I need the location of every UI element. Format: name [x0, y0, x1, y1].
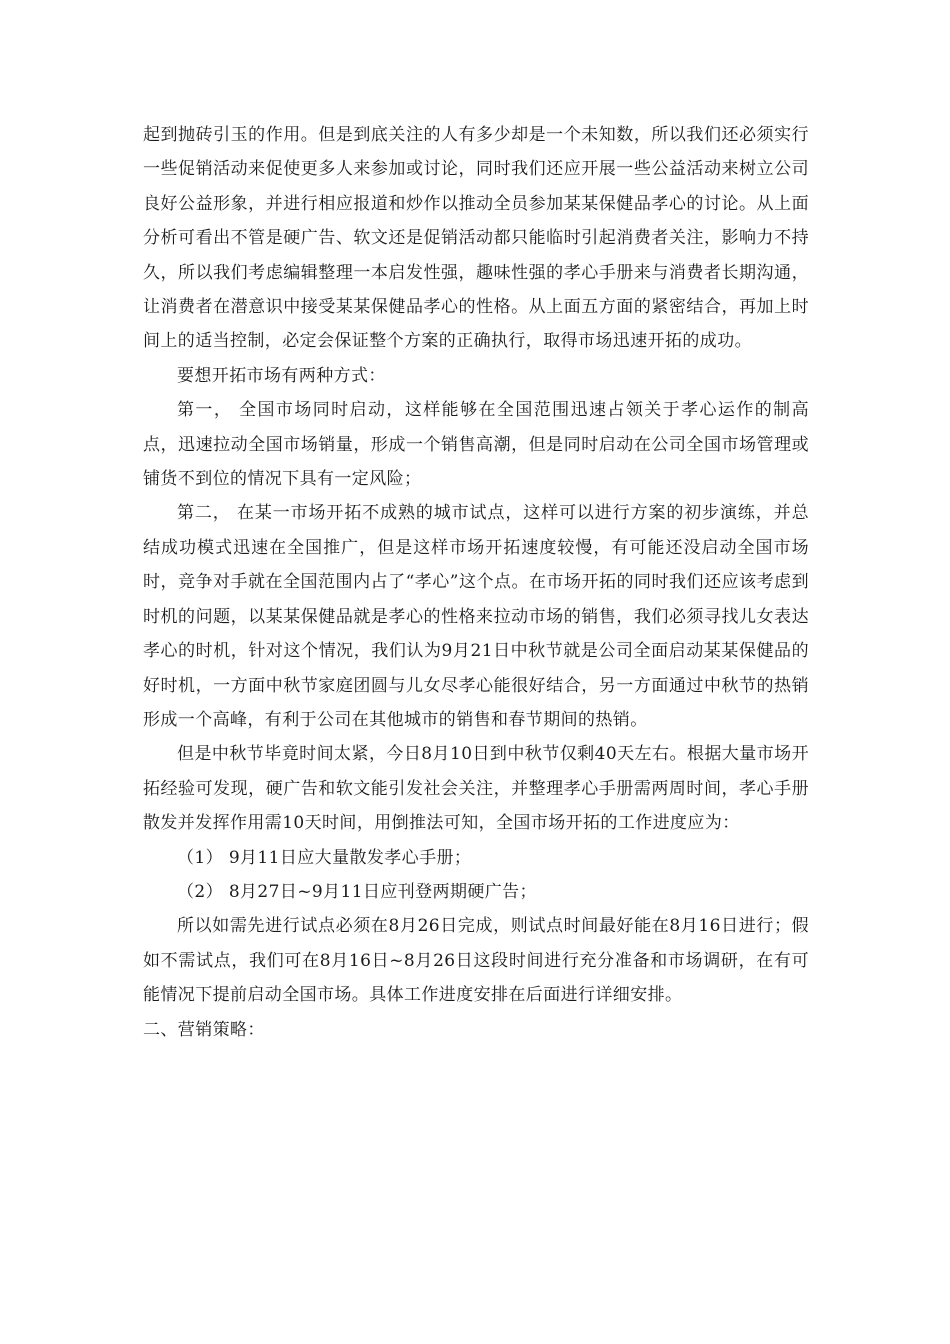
body-paragraph: 要想开拓市场有两种方式： [177, 365, 386, 386]
section-heading: 二、营销策略： [143, 1019, 265, 1040]
document-body [143, 118, 809, 1047]
body-paragraph: 但是中秋节毕竟时间太紧，今日8月10日到中秋节仅剩40天左右。根据大量市场开拓经验可发现，硬广告和软文能引发社会关注，并整理孝心手册需两周时间，孝心手册散发并发挥作用需10天时间，用倒推法可知，全国市场开拓的工作进度应为： [143, 744, 809, 834]
body-paragraph: 第一， 全国市场同时启动，这样能够在全国范围迅速占领关于孝心运作的制高点，迅速拉动全国市场销量，形成一个销售高潮，但是同时启动在公司全国市场管理或铺货不到位的情况下具有一定风险； [143, 400, 809, 490]
list-item: （2） 8月27日~9月11日应刊登两期硬广告； [177, 881, 537, 902]
body-paragraph: 第二， 在某一市场开拓不成熟的城市试点，这样可以进行方案的初步演练，并总结成功模式迅速在全国推广，但是这样市场开拓速度较慢，有可能还没启动全国市场时，竞争对手就在全国范围内占了“孝心”这个点。在市场开拓的同时我们还应该考虑到时机的问题，以某某保健品就是孝心的性格来拉动市场的销售，我们必须寻找儿女表达孝心的时机，针对这个情况，我们认为9月21日中秋节就是公司全面启动某某保健品的好时机，一方面中秋节家庭团圆与儿女尽孝心能很好结合，另一方面通过中秋节的热销形成一个高峰，有利于公司在其他城市的销售和春节期间的热销。 [143, 503, 809, 730]
list-item: （1） 9月11日应大量散发孝心手册； [177, 847, 472, 868]
body-paragraph: 所以如需先进行试点必须在8月26日完成，则试点时间最好能在8月16日进行；假如不需试点，我们可在8月16日~8月26日这段时间进行充分准备和市场调研，在有可能情况下提前启动全国市场。具体工作进度安排在后面进行详细安排。 [143, 916, 809, 1006]
body-paragraph: 起到抛砖引玉的作用。但是到底关注的人有多少却是一个未知数，所以我们还必须实行一些促销活动来促使更多人来参加或讨论，同时我们还应开展一些公益活动来树立公司良好公益形象，并进行相应报道和炒作以推动全员参加某某保健品孝心的讨论。从上面分析可看出不管是硬广告、软文还是促销活动都只能临时引起消费者关注，影响力不持久，所以我们考虑编辑整理一本启发性强，趣味性强的孝心手册来与消费者长期沟通，让消费者在潜意识中接受某某保健品孝心的性格。从上面五方面的紧密结合，再加上时间上的适当控制，必定会保证整个方案的正确执行，取得市场迅速开拓的成功。 [143, 125, 809, 352]
